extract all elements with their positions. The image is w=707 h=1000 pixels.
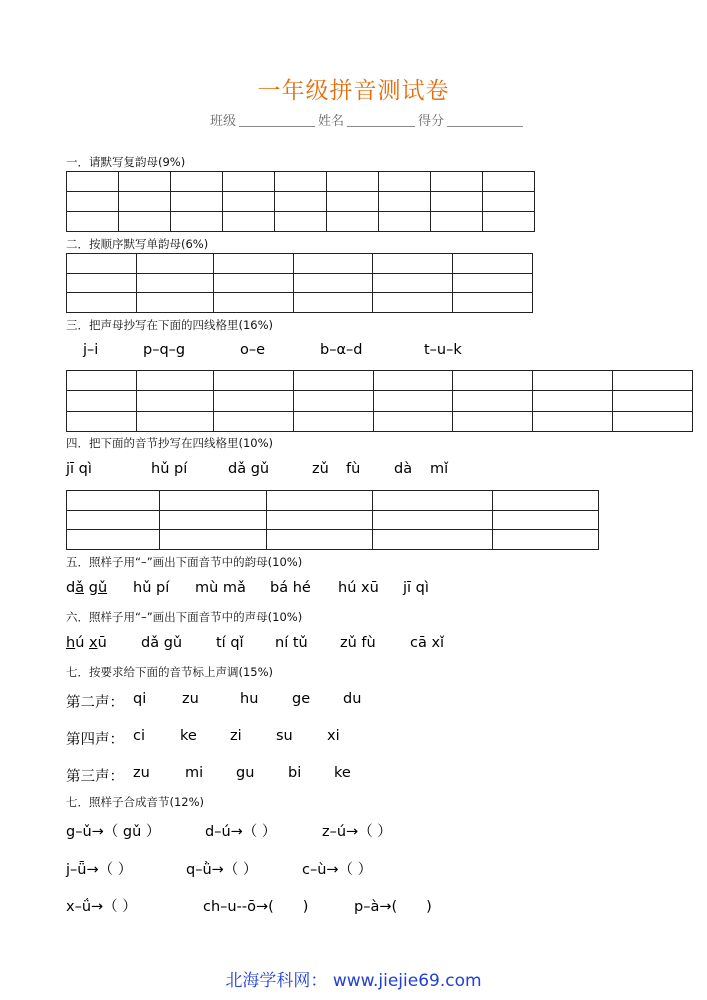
grid-cell[interactable] bbox=[213, 273, 293, 293]
grid-cell[interactable] bbox=[213, 371, 293, 391]
grid-cell[interactable] bbox=[213, 411, 293, 431]
class-label: 班级 bbox=[210, 114, 237, 129]
q8-item: c–ù→（ ） bbox=[302, 862, 373, 878]
section-1-heading: 一．请默写复韵母(9%) bbox=[66, 155, 186, 169]
grid-cell[interactable] bbox=[373, 510, 493, 530]
q8-item: d–ú→（ ） bbox=[205, 824, 277, 840]
q5-items-row bbox=[0, 580, 707, 600]
grid-cell[interactable] bbox=[327, 172, 379, 192]
grid-cell[interactable] bbox=[67, 254, 137, 274]
q5-item: hǔ pí bbox=[133, 580, 170, 596]
grid-cell[interactable] bbox=[293, 254, 373, 274]
section-8-heading: 七．照样子合成音节(12%) bbox=[66, 795, 205, 809]
q4-items-row bbox=[0, 461, 707, 481]
footer-website: 北海学科网： www.jiejie69.com bbox=[225, 971, 482, 991]
grid-cell[interactable] bbox=[171, 192, 223, 212]
q4-item: mǐ bbox=[430, 461, 449, 477]
q7-syllable: qi bbox=[133, 691, 147, 707]
q4-item: dà bbox=[394, 461, 413, 477]
grid-cell[interactable] bbox=[119, 172, 171, 192]
grid-cell[interactable] bbox=[67, 212, 119, 232]
q5-item: jī qì bbox=[403, 580, 429, 596]
q8-row-1 bbox=[0, 820, 707, 840]
q8-item: ch–u--ō→( ) bbox=[203, 899, 309, 915]
four-line-grid-2[interactable] bbox=[66, 253, 533, 313]
grid-cell[interactable] bbox=[160, 510, 267, 530]
q6-example-final: ú bbox=[75, 635, 85, 651]
q4-item: dǎ gǔ bbox=[228, 461, 270, 477]
q6-example-initial: h bbox=[66, 635, 76, 651]
grid-cell[interactable] bbox=[327, 192, 379, 212]
q6-item: dǎ gǔ bbox=[141, 635, 183, 651]
grid-cell[interactable] bbox=[275, 172, 327, 192]
q5-item: hú xū bbox=[338, 580, 379, 596]
q7-row-2 bbox=[0, 728, 707, 748]
q7-syllable: su bbox=[276, 728, 293, 744]
grid-cell[interactable] bbox=[492, 530, 598, 550]
page-title: 一年级拼音测试卷 bbox=[257, 78, 450, 104]
grid-cell[interactable] bbox=[453, 254, 533, 274]
q7-syllable: zi bbox=[230, 728, 242, 744]
class-blank[interactable] bbox=[239, 126, 315, 127]
q7-label: 第二声： bbox=[66, 695, 124, 711]
q7-syllable: zu bbox=[133, 765, 150, 781]
section-4-heading: 四．把下面的音节抄写在四线格里(10%) bbox=[66, 436, 274, 450]
q3-item: b–α–d bbox=[320, 342, 363, 358]
grid-cell[interactable] bbox=[453, 273, 533, 293]
q3-item: j–i bbox=[83, 342, 99, 358]
grid-cell[interactable] bbox=[533, 391, 613, 411]
grid-cell[interactable] bbox=[223, 192, 275, 212]
grid-cell[interactable] bbox=[119, 212, 171, 232]
grid-cell[interactable] bbox=[453, 411, 533, 431]
q7-syllable: ci bbox=[133, 728, 146, 744]
grid-cell[interactable] bbox=[379, 172, 431, 192]
section-6-heading: 六．照样子用“–”画出下面音节中的声母(10%) bbox=[66, 610, 303, 624]
grid-cell[interactable] bbox=[213, 391, 293, 411]
grid-cell[interactable] bbox=[483, 212, 535, 232]
grid-cell[interactable] bbox=[379, 212, 431, 232]
grid-cell[interactable] bbox=[379, 192, 431, 212]
q4-item: hǔ pí bbox=[151, 461, 188, 477]
grid-cell[interactable] bbox=[136, 371, 213, 391]
grid-cell[interactable] bbox=[275, 212, 327, 232]
q8-item: q–ǜ→（ ） bbox=[186, 862, 258, 878]
grid-cell[interactable] bbox=[293, 411, 373, 431]
grid-cell[interactable] bbox=[431, 212, 483, 232]
q4-item: fù bbox=[346, 461, 361, 477]
grid-cell[interactable] bbox=[223, 172, 275, 192]
q7-syllable: bi bbox=[288, 765, 302, 781]
q5-example-initial: d bbox=[66, 580, 76, 596]
q7-syllable: ge bbox=[292, 691, 311, 707]
grid-cell[interactable] bbox=[160, 530, 267, 550]
name-blank[interactable] bbox=[347, 126, 415, 127]
q6-example bbox=[66, 635, 107, 651]
grid-cell[interactable] bbox=[67, 530, 160, 550]
section-2-heading: 二．按顺序默写单韵母(6%) bbox=[66, 237, 209, 251]
grid-cell[interactable] bbox=[293, 293, 373, 313]
q7-row-1 bbox=[0, 691, 707, 711]
grid-cell[interactable] bbox=[223, 212, 275, 232]
grid-cell[interactable] bbox=[373, 273, 453, 293]
grid-cell[interactable] bbox=[67, 371, 137, 391]
q6-items-row bbox=[0, 635, 707, 655]
q8-item: z–ú→（ ） bbox=[322, 824, 392, 840]
q8-item: p–à→( ) bbox=[354, 899, 432, 915]
q7-label: 第三声： bbox=[66, 769, 124, 785]
grid-cell[interactable] bbox=[373, 254, 453, 274]
grid-cell[interactable] bbox=[275, 192, 327, 212]
grid-cell[interactable] bbox=[533, 411, 613, 431]
q7-syllable: mi bbox=[185, 765, 204, 781]
grid-cell[interactable] bbox=[267, 510, 373, 530]
grid-cell[interactable] bbox=[171, 212, 223, 232]
grid-cell[interactable] bbox=[67, 172, 119, 192]
score-blank[interactable] bbox=[447, 126, 523, 127]
grid-cell[interactable] bbox=[136, 411, 213, 431]
q7-label: 第四声： bbox=[66, 732, 124, 748]
q7-syllable: ke bbox=[334, 765, 351, 781]
q6-item: cā xǐ bbox=[410, 635, 445, 651]
grid-cell[interactable] bbox=[293, 371, 373, 391]
grid-cell[interactable] bbox=[67, 192, 119, 212]
q6-item: tí qǐ bbox=[216, 635, 244, 651]
q5-example-final: ǎ bbox=[75, 580, 85, 596]
q7-syllable: zu bbox=[182, 691, 199, 707]
section-7-heading: 七．按要求给下面的音节标上声调(15%) bbox=[66, 665, 274, 679]
score-label: 得分 bbox=[418, 114, 445, 129]
grid-cell[interactable] bbox=[431, 192, 483, 212]
grid-cell[interactable] bbox=[373, 530, 493, 550]
name-label: 姓名 bbox=[318, 114, 345, 129]
q7-syllable: xi bbox=[327, 728, 340, 744]
grid-cell[interactable] bbox=[213, 293, 293, 313]
q7-syllable: ke bbox=[180, 728, 197, 744]
q3-items-row bbox=[0, 342, 707, 362]
grid-cell[interactable] bbox=[160, 491, 267, 511]
grid-cell[interactable] bbox=[492, 510, 598, 530]
grid-cell[interactable] bbox=[67, 293, 137, 313]
grid-cell[interactable] bbox=[453, 391, 533, 411]
grid-cell[interactable] bbox=[67, 391, 137, 411]
grid-cell[interactable] bbox=[373, 491, 493, 511]
q4-item: jī qì bbox=[66, 461, 92, 477]
grid-cell[interactable] bbox=[293, 391, 373, 411]
grid-cell[interactable] bbox=[67, 273, 137, 293]
grid-cell[interactable] bbox=[136, 391, 213, 411]
grid-cell[interactable] bbox=[67, 411, 137, 431]
q7-syllable: du bbox=[343, 691, 362, 707]
four-line-grid-4[interactable] bbox=[66, 490, 599, 550]
q3-item: o–e bbox=[240, 342, 266, 358]
grid-cell[interactable] bbox=[327, 212, 379, 232]
q8-item: x–ǘ→（ ） bbox=[66, 899, 137, 915]
q8-item: j–ǖ→（ ） bbox=[66, 862, 133, 878]
q6-example-final: ū bbox=[97, 635, 107, 651]
q6-example-initial: x bbox=[89, 635, 98, 651]
grid-cell[interactable] bbox=[373, 411, 453, 431]
q7-syllable: hu bbox=[240, 691, 259, 707]
four-line-grid-3[interactable] bbox=[66, 370, 693, 432]
q4-item: zǔ bbox=[312, 461, 329, 477]
q8-item: g–ǔ→（ gǔ ） bbox=[66, 824, 161, 840]
q8-row-3 bbox=[0, 895, 707, 915]
grid-cell[interactable] bbox=[483, 172, 535, 192]
grid-cell[interactable] bbox=[373, 293, 453, 313]
q5-item: mù mǎ bbox=[195, 580, 246, 596]
grid-cell[interactable] bbox=[67, 510, 160, 530]
grid-cell[interactable] bbox=[613, 371, 693, 391]
grid-cell[interactable] bbox=[293, 273, 373, 293]
grid-cell[interactable] bbox=[267, 530, 373, 550]
grid-cell[interactable] bbox=[213, 254, 293, 274]
grid-cell[interactable] bbox=[267, 491, 373, 511]
q6-item: zǔ fù bbox=[340, 635, 376, 651]
grid-cell[interactable] bbox=[613, 391, 693, 411]
q5-example-final: ǔ bbox=[97, 580, 108, 596]
grid-cell[interactable] bbox=[483, 192, 535, 212]
grid-cell[interactable] bbox=[136, 254, 213, 274]
grid-cell[interactable] bbox=[613, 411, 693, 431]
q3-item: p–q–g bbox=[143, 342, 186, 358]
grid-cell[interactable] bbox=[136, 293, 213, 313]
q7-syllable: gu bbox=[236, 765, 255, 781]
grid-cell[interactable] bbox=[431, 172, 483, 192]
grid-cell[interactable] bbox=[373, 371, 453, 391]
grid-cell[interactable] bbox=[119, 192, 171, 212]
four-line-grid-1[interactable] bbox=[66, 171, 535, 232]
grid-cell[interactable] bbox=[492, 491, 598, 511]
q3-item: t–u–k bbox=[424, 342, 462, 358]
section-3-heading: 三．把声母抄写在下面的四线格里(16%) bbox=[66, 318, 274, 332]
q5-item: bá hé bbox=[270, 580, 311, 596]
q6-item: ní tǔ bbox=[275, 635, 308, 651]
grid-cell[interactable] bbox=[136, 273, 213, 293]
section-5-heading: 五．照样子用“–”画出下面音节中的韵母(10%) bbox=[66, 555, 303, 569]
q7-row-3 bbox=[0, 765, 707, 785]
q5-example-initial: g bbox=[88, 580, 98, 596]
grid-cell[interactable] bbox=[453, 371, 533, 391]
q8-row-2 bbox=[0, 858, 707, 878]
grid-cell[interactable] bbox=[171, 172, 223, 192]
grid-cell[interactable] bbox=[453, 293, 533, 313]
grid-cell[interactable] bbox=[533, 371, 613, 391]
grid-cell[interactable] bbox=[67, 491, 160, 511]
q5-example bbox=[66, 580, 107, 596]
grid-cell[interactable] bbox=[373, 391, 453, 411]
